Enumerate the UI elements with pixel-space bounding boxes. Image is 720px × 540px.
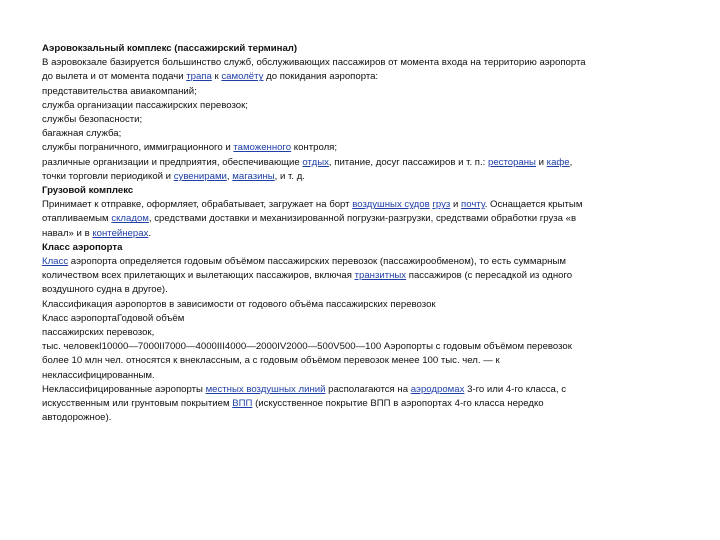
- text-line: [42, 99, 674, 113]
- text-run: аэропорта определяется годовым объёмом пассажирских перевозок (пассажирообменом), то есть суммарным: [68, 256, 566, 268]
- inline-link[interactable]: контейнерах: [92, 227, 149, 239]
- text-line: [42, 326, 674, 340]
- text-line: [42, 227, 674, 241]
- text-run: более 10 млн чел. относятся к внеклассным, а с годовым объёмом перевозок менее 100 тыс. чел. — к: [42, 355, 500, 367]
- text-line: [42, 383, 674, 397]
- text-run: , питание, досуг пассажиров и т. п.:: [328, 156, 488, 168]
- text-line: [42, 70, 674, 84]
- section-heading: [42, 184, 674, 198]
- inline-link[interactable]: отдых: [302, 156, 329, 168]
- inline-link[interactable]: ВПП: [232, 398, 253, 410]
- inline-link[interactable]: Класс: [42, 256, 69, 268]
- text-run: В аэровокзале базируется большинство служб, обслуживающих пассажиров от момента входа на территорию аэропорта: [42, 57, 586, 69]
- inline-link[interactable]: таможенного: [233, 142, 292, 154]
- text-line: [42, 283, 674, 297]
- text-line: [42, 156, 674, 170]
- inline-link[interactable]: самолёту: [221, 71, 264, 83]
- text-run: Аэровокзальный комплекс (пассажирский терминал): [42, 43, 298, 54]
- text-run: служба организации пассажирских перевозок;: [42, 99, 248, 111]
- text-run: точки торговли периодикой и: [42, 170, 174, 182]
- text-run: Грузовой комплекс: [42, 185, 134, 197]
- text-line: [42, 85, 674, 99]
- inline-link[interactable]: транзитных: [354, 270, 407, 282]
- text-line: [42, 127, 674, 141]
- text-run: отапливаемым: [42, 213, 112, 225]
- text-line: [42, 369, 674, 383]
- text-line: [42, 255, 674, 269]
- text-line: [42, 354, 674, 368]
- text-run: .: [148, 227, 152, 239]
- text-line: [42, 113, 674, 127]
- text-line: [42, 298, 674, 312]
- text-run: представительства авиакомпаний;: [42, 85, 197, 97]
- text-line: [42, 397, 674, 411]
- text-run: искусственным или грунтовым покрытием: [42, 398, 233, 410]
- text-run: 3-го или 4-го класса, с: [464, 383, 567, 395]
- inline-link[interactable]: груз: [432, 199, 451, 211]
- section-heading: [42, 42, 674, 56]
- text-run: различные организации и предприятия, обеспечивающие: [42, 156, 303, 168]
- text-line: [42, 198, 674, 212]
- inline-link[interactable]: рестораны: [488, 156, 536, 168]
- inline-link[interactable]: местных воздушных линий: [205, 383, 326, 395]
- section-heading: [42, 241, 674, 255]
- text-run: воздушного судна в другое).: [42, 284, 168, 296]
- text-run: Класс аэропортаГодовой объём: [42, 312, 185, 324]
- text-line: [42, 170, 674, 184]
- text-run: Неклассифицированные аэропорты: [42, 383, 206, 395]
- text-run: . Оснащается крытым: [484, 199, 583, 211]
- text-run: до вылета и от момента подачи: [42, 71, 187, 83]
- text-line: [42, 269, 674, 283]
- text-run: и: [535, 156, 547, 168]
- inline-link[interactable]: аэродромах: [410, 383, 465, 395]
- inline-link[interactable]: трапа: [186, 71, 212, 83]
- document-body: [42, 42, 674, 425]
- text-run: тыс. человекI10000—7000II7000—4000III4000—2000IV2000—500V500—100 Аэропорты с годовым объёмом перевозок: [42, 341, 572, 353]
- text-run: , и т. д.: [274, 170, 305, 182]
- text-line: [42, 212, 674, 226]
- text-run: располагаются на: [325, 383, 411, 395]
- inline-link[interactable]: магазины: [232, 170, 275, 182]
- text-line: [42, 411, 674, 425]
- inline-link[interactable]: сувенирами: [173, 170, 227, 182]
- text-run: и: [450, 199, 462, 211]
- text-run: Принимает к отправке, оформляет, обрабатывает, загружает на борт: [42, 199, 353, 211]
- text-run: неклассифицированным.: [42, 369, 155, 381]
- text-run: службы безопасности;: [42, 114, 143, 126]
- text-run: до покидания аэропорта:: [263, 71, 379, 83]
- text-run: Классификация аэропортов в зависимости от годового объёма пассажирских перевозок: [42, 298, 436, 310]
- text-line: [42, 340, 674, 354]
- text-run: (искусственное покрытие ВПП в аэропортах 4-го класса нередко: [252, 398, 544, 410]
- text-run: ,: [226, 170, 233, 182]
- text-line: [42, 312, 674, 326]
- text-run: автодорожное).: [42, 412, 112, 424]
- text-run: пассажирских перевозок,: [42, 327, 155, 339]
- text-run: Класс аэропорта: [42, 241, 123, 253]
- text-run: багажная служба;: [42, 128, 122, 140]
- text-run: контроля;: [291, 142, 338, 154]
- text-line: [42, 141, 674, 155]
- text-run: , средствами доставки и механизированной погрузки-разгрузки, средствами обработки груза «в: [148, 213, 577, 225]
- text-run: ,: [569, 156, 573, 168]
- text-run: навал» и в: [42, 227, 93, 239]
- inline-link[interactable]: почту: [461, 199, 485, 211]
- text-run: к: [211, 71, 222, 83]
- text-line: [42, 56, 674, 70]
- text-run: службы пограничного, иммиграционного и: [42, 142, 234, 154]
- inline-link[interactable]: воздушных судов: [352, 199, 430, 211]
- text-run: пассажиров (с пересадкой из одного: [406, 270, 573, 282]
- inline-link[interactable]: складом: [111, 213, 149, 225]
- inline-link[interactable]: кафе: [546, 156, 570, 168]
- text-run: количеством всех прилетающих и вылетающих пассажиров, включая: [42, 270, 355, 282]
